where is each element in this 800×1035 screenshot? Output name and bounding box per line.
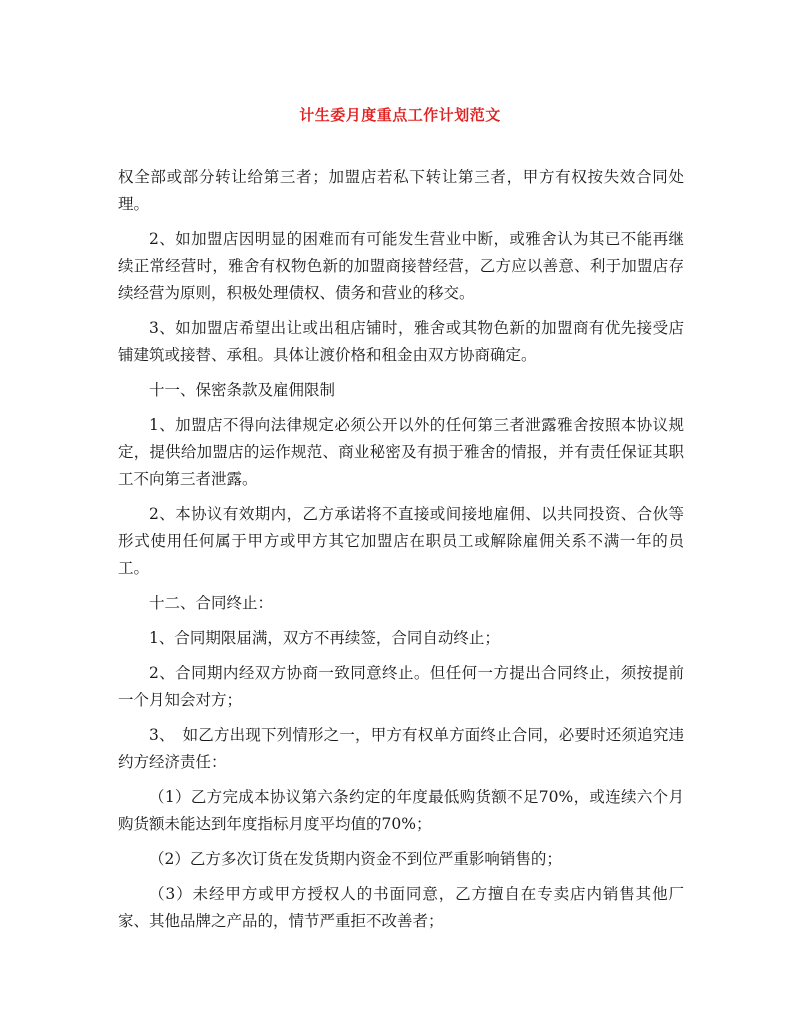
paragraph-2: 2、如加盟店因明显的困难而有可能发生营业中断，或雅舍认为其已不能再继续正常经营时，雅舍有权物色新的加盟商接替经营，乙方应以善意、利于加盟店存续经营为原则，积极处理债权、债务和营业的移交。 xyxy=(118,230,684,302)
paragraph-6: 2、本协议有效期内，乙方承诺将不直接或间接地雇佣、以共同投资、合伙等形式使用任何属于甲方或甲方其它加盟店在职员工或解除雇佣关系不满一年的员工。 xyxy=(118,505,684,577)
paragraph-13: （3）未经甲方或甲方授权人的书面同意，乙方擅自在专卖店内销售其他厂家、其他品牌之产品的，情节严重拒不改善者； xyxy=(118,885,684,930)
paragraph-9: 2、合同期内经双方协商一致同意终止。但任何一方提出合同终止，须按提前一个月知会对方； xyxy=(118,664,684,709)
paragraph-5: 1、加盟店不得向法律规定必须公开以外的任何第三者泄露雅舍按照本协议规定，提供给加盟店的运作规范、商业秘密及有损于雅舍的情报，并有责任保证其职工不向第三者泄露。 xyxy=(118,416,684,488)
document-body xyxy=(118,164,684,943)
paragraph-3: 3、如加盟店希望出让或出租店铺时，雅舍或其物色新的加盟商有优先接受店铺建筑或接替、承租。具体让渡价格和租金由双方协商确定。 xyxy=(118,319,684,364)
section-heading-11: 十一、保密条款及雇佣限制 xyxy=(149,381,336,399)
paragraph-11: （1）乙方完成本协议第六条约定的年度最低购货额不足70%，或连续六个月购货额未能达到年度指标月度平均值的70%； xyxy=(118,788,684,833)
paragraph-8: 1、合同期限届满，双方不再续签，合同自动终止； xyxy=(149,629,500,647)
paragraph-10: 3、 如乙方出现下列情形之一，甲方有权单方面终止合同，必要时还须追究违约方经济责任： xyxy=(118,726,684,771)
section-heading-12: 十二、合同终止： xyxy=(149,594,274,612)
paragraph-1: 权全部或部分转让给第三者；加盟店若私下转让第三者，甲方有权按失效合同处理。 xyxy=(118,168,684,213)
document-title: 计生委月度重点工作计划范文 xyxy=(299,106,501,124)
paragraph-12: （2）乙方多次订货在发货期内资金不到位严重影响销售的； xyxy=(149,850,562,868)
